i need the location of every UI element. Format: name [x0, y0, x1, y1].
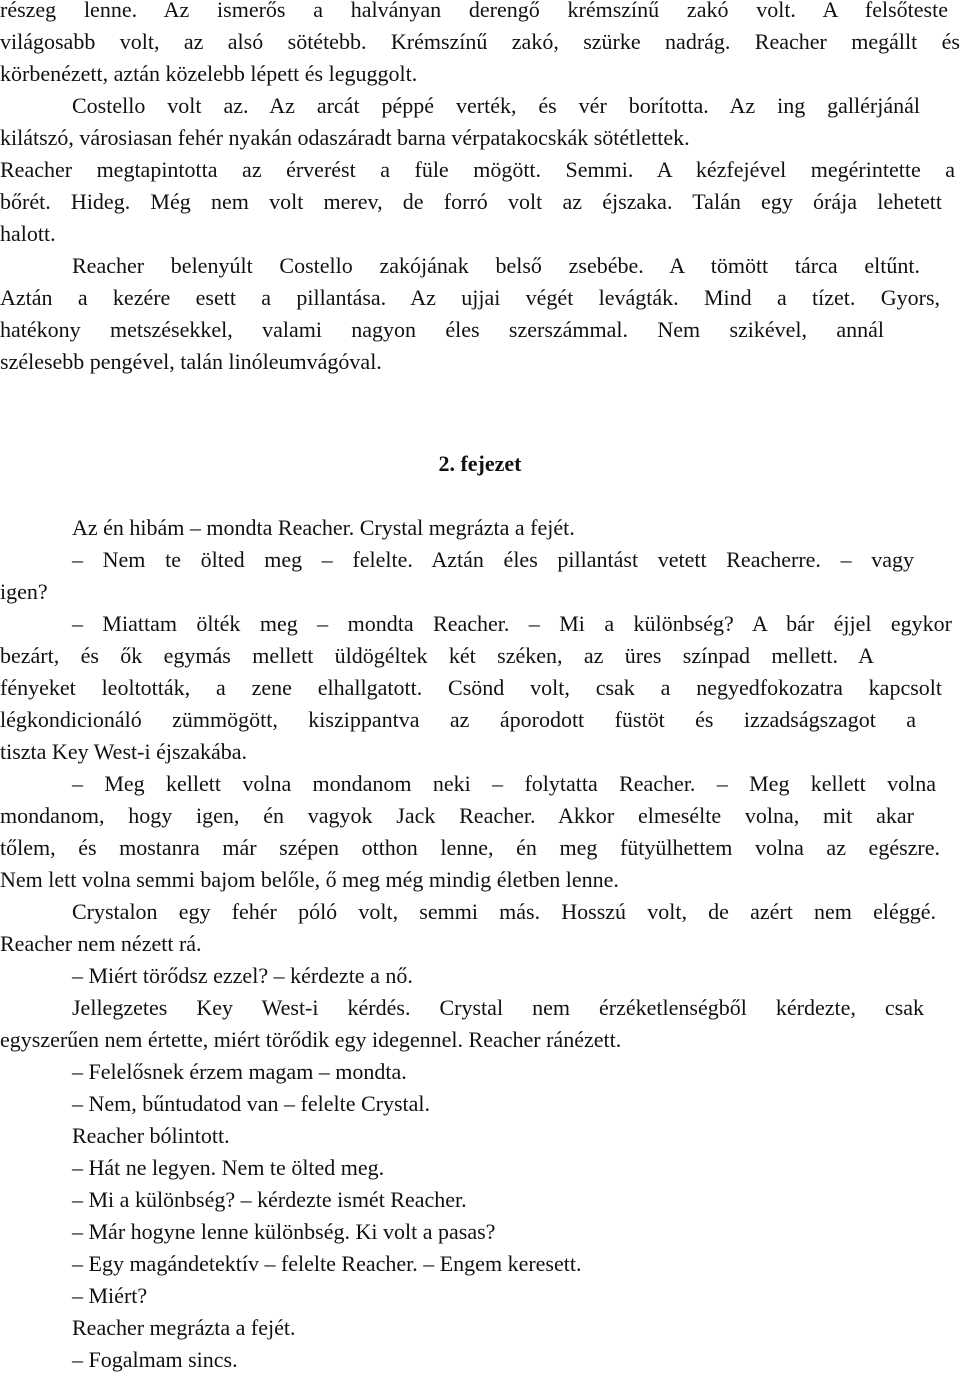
text-line: egyszerűen nem értette, miért törődik egy idegennel. Reacher ránézett. [0, 1027, 622, 1052]
text-line: szélesebb pengével, talán linóleumvágóval. [0, 349, 382, 374]
text-line: fényeket leoltották, a zene elhallgatott. Csönd volt, csak a negyedfokozatra kapcsolt [0, 675, 942, 700]
text-line: Reacher belenyúlt Costello zakójának belső zsebébe. A tömött tárca eltűnt. [72, 253, 920, 278]
text-line: bezárt, és ők egymás mellett üldögéltek két széken, az üres színpad mellett. A [0, 643, 874, 668]
text-line: halott. [0, 221, 56, 246]
text-line: részeg lenne. Az ismerős a halványan derengő krémszínű zakó volt. A felsőteste [0, 0, 948, 22]
text-line: – Miért? [72, 1283, 148, 1308]
text-line: tiszta Key West-i éjszakába. [0, 739, 248, 764]
text-line: világosabb volt, az alsó sötétebb. Krémszínű zakó, szürke nadrág. Reacher megállt és [0, 29, 960, 54]
text-line: hatékony metszésekkel, valami nagyon éles szerszámmal. Nem szikével, annál [0, 317, 884, 342]
text-line: Aztán a kezére esett a pillantása. Az ujjai végét levágták. Mind a tízet. Gyors, [0, 285, 940, 310]
text-line: – Fogalmam sincs. [72, 1347, 238, 1372]
text-line: légkondicionáló zümmögött, kiszippantva az áporodott füstöt és izzadságszagot a [0, 707, 916, 732]
chapter-heading: 2. fejezet [438, 451, 522, 476]
text-line: – Mi a különbség? – kérdezte ismét Reacher. [72, 1187, 467, 1212]
text-line: igen? [0, 579, 48, 604]
text-line: – Egy magándetektív – felelte Reacher. – Engem keresett. [72, 1251, 582, 1276]
text-line: Az én hibám – mondta Reacher. Crystal megrázta a fejét. [72, 515, 575, 540]
text-line: – Meg kellett volna mondanom neki – folytatta Reacher. – Meg kellett volna [72, 771, 936, 796]
text-line: Reacher bólintott. [72, 1123, 230, 1148]
text-line: – Nem te ölted meg – felelte. Aztán éles pillantást vetett Reacherre. – vagy [72, 547, 914, 572]
text-line: – Már hogyne lenne különbség. Ki volt a pasas? [72, 1219, 496, 1244]
text-line: – Miért törődsz ezzel? – kérdezte a nő. [72, 963, 413, 988]
text-line: – Nem, bűntudatod van – felelte Crystal. [72, 1091, 431, 1116]
text-line: Nem lett volna semmi bajom belőle, ő meg még mindig életben lenne. [0, 867, 619, 892]
text-line: Reacher megtapintotta az érverést a füle mögött. Semmi. A kézfejével megérintette a [0, 157, 955, 182]
text-line: bőrét. Hideg. Még nem volt merev, de forró volt az éjszaka. Talán egy órája lehetett [0, 189, 942, 214]
text-line: Reacher megrázta a fejét. [72, 1315, 296, 1340]
text-line: – Miattam ölték meg – mondta Reacher. – Mi a különbség? A bár éjjel egykor [72, 611, 952, 636]
text-line: körbenézett, aztán közelebb lépett és leguggolt. [0, 61, 418, 86]
text-line: – Felelősnek érzem magam – mondta. [72, 1059, 407, 1084]
text-line: Jellegzetes Key West-i kérdés. Crystal nem érzéketlenségből kérdezte, csak [72, 995, 924, 1020]
text-line: – Hát ne legyen. Nem te ölted meg. [72, 1155, 385, 1180]
text-line: Reacher nem nézett rá. [0, 931, 202, 956]
text-line: Crystalon egy fehér póló volt, semmi más. Hosszú volt, de azért nem eléggé. [72, 899, 936, 924]
text-line: mondanom, hogy igen, én vagyok Jack Reacher. Akkor elmeséltе volna, mit akar [0, 803, 914, 828]
text-line: tőlem, és mostanra már szépen otthon lenne, én meg fütyülhettem volna az egészre. [0, 835, 940, 860]
text-line: Costello volt az. Az arcát péppé verték, és vér borította. Az ing gallérjánál [72, 93, 920, 118]
text-line: kilátszó, városiasan fehér nyakán odaszáradt barna vérpatakocskák sötétlettek. [0, 125, 690, 150]
